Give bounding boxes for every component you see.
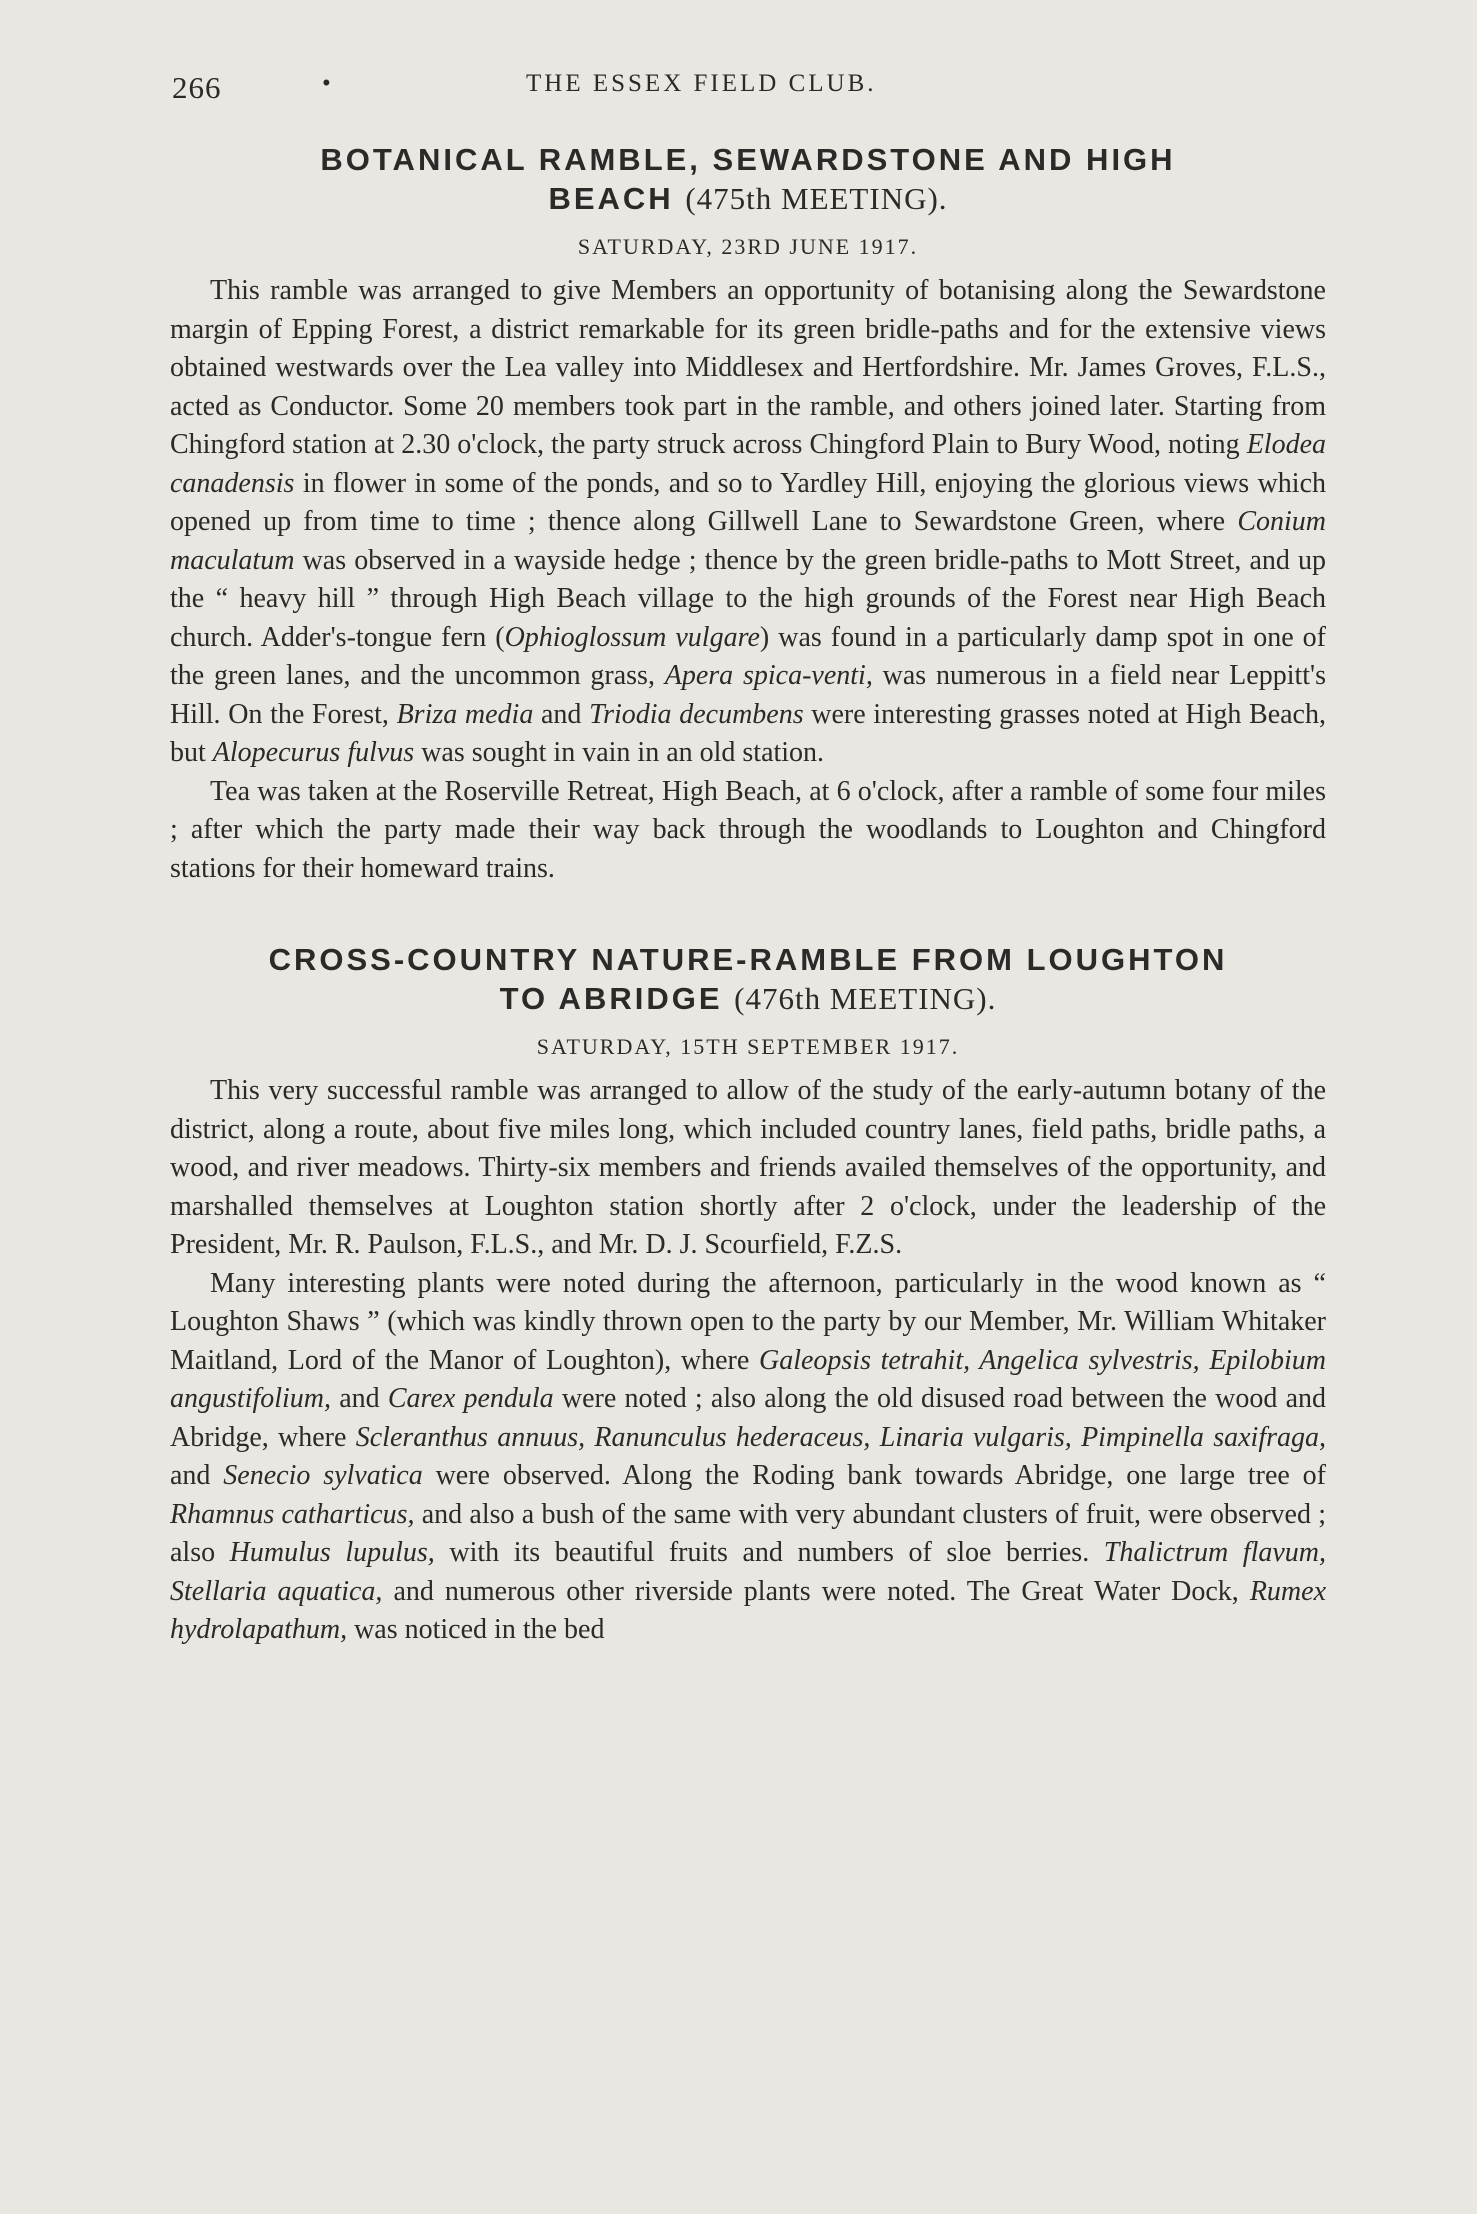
text-run: in flower in some of the ponds, and so to Yardley Hill, enjoying the glorious views which opened up from time to time ; thence along Gillwell Lane to Sewardstone Green, where bbox=[170, 467, 1326, 537]
article-heading bbox=[170, 140, 1326, 218]
paragraph bbox=[170, 773, 1326, 889]
section-gap bbox=[170, 888, 1326, 940]
text-run: and numerous other riverside plants were noted. The Great Water Dock, bbox=[382, 1575, 1250, 1607]
text-run: and bbox=[170, 1460, 224, 1491]
species-name: Humulus lupulus, bbox=[229, 1537, 435, 1568]
header-separator: • bbox=[322, 70, 334, 97]
text-run: ) was found in a particularly damp spot in one of the green lanes, and the uncommon grass, bbox=[170, 621, 1326, 691]
page-body bbox=[170, 140, 1326, 1650]
species-name: Triodia decumbens bbox=[589, 698, 804, 730]
text-run: This very successful ramble was arranged to allow of the study of the early-autumn botany of the district, along a route, about five miles long, which included country lanes, field paths, bridle paths, a wood, and river meadows. Thirty-six members and friends availed themselves of the opportunity, and marshalled themselves at Loughton station shortly after 2 o'clock, under the leadership of the President, Mr. R. Paulson, F.L.S., and Mr. D. J. Scourfield, F.Z.S. bbox=[170, 1075, 1326, 1260]
paragraph bbox=[170, 1072, 1326, 1265]
heading-line: CROSS-COUNTRY NATURE-RAMBLE FROM LOUGHTON bbox=[268, 942, 1228, 977]
species-name: Briza media bbox=[396, 698, 534, 730]
article-botanical-ramble bbox=[170, 140, 1326, 888]
heading-line: TO ABRIDGE bbox=[499, 981, 723, 1016]
species-name: Ophioglossum vulgare bbox=[504, 621, 760, 653]
text-run: were observed. Along the Roding bank towards Abridge, one large tree of bbox=[422, 1460, 1326, 1491]
article-cross-country-ramble bbox=[170, 940, 1326, 1650]
text-run: Tea was taken at the Roserville Retreat, High Beach, at 6 o'clock, after a ramble of some four miles ; after which the party made their way back through the woodlands to Loughton and Chingford stations for their homeward trains. bbox=[170, 775, 1326, 884]
species-name: Thalictrum flavum, Stellaria aquatica, bbox=[170, 1537, 1326, 1607]
species-name: Elodea canadensis bbox=[170, 429, 1326, 499]
meeting-number: (475th MEETING). bbox=[685, 181, 948, 216]
text-run: This ramble was arranged to give Members an opportunity of botanising along the Sewardstone margin of Epping Forest, a district remarkable for its green bridle-paths and for the extensive views obtained westwards over the Lea valley into Middlesex and Hertfordshire. Mr. James Groves, F.L.S., acted as Conductor. Some 20 members took part in the ramble, and others joined later. Starting from Chingford station at 2.30 o'clock, the party struck across Chingford Plain to Bury Wood, noting bbox=[170, 275, 1326, 460]
species-name: Rhamnus catharticus, bbox=[170, 1498, 415, 1530]
text-run: was sought in vain in an old station. bbox=[414, 737, 825, 768]
text-run: Many interesting plants were noted during the afternoon, particularly in the wood known as “ Loughton Shaws ” (which was kindly thrown open to the party by our Member, Mr. William Whitaker Maitland, Lord of the Manor of Loughton), where bbox=[170, 1267, 1326, 1376]
text-run: was noticed in the bed bbox=[347, 1614, 605, 1645]
species-name: Rumex hydrolapathum, bbox=[170, 1575, 1326, 1645]
species-name: Conium maculatum bbox=[170, 506, 1326, 576]
heading-line: BOTANICAL RAMBLE, SEWARDSTONE AND HIGH bbox=[320, 142, 1176, 177]
species-name: Galeopsis tetrahit, Angelica sylvestris, Epilobium angustifolium, bbox=[170, 1344, 1326, 1414]
species-name: Apera spica-venti, bbox=[664, 660, 873, 691]
text-run: were noted ; also along the old disused road between the wood and Abridge, where bbox=[170, 1383, 1326, 1453]
running-title: THE ESSEX FIELD CLUB. bbox=[526, 70, 877, 97]
species-name: Alopecurus fulvus bbox=[212, 737, 415, 768]
heading-line: BEACH bbox=[548, 181, 674, 216]
text-run: were interesting grasses noted at High Beach, but bbox=[170, 698, 1326, 768]
text-run: was observed in a wayside hedge ; thence by the green bridle-paths to Mott Street, and up the “ heavy hill ” through High Beach village to the high grounds of the Forest near High Beach church. Adder's-tongue fern ( bbox=[170, 544, 1326, 653]
paragraph bbox=[170, 272, 1326, 773]
paragraph bbox=[170, 1265, 1326, 1650]
page-number: 266 bbox=[172, 70, 222, 105]
text-run: with its beautiful fruits and numbers of sloe berries. bbox=[434, 1537, 1104, 1568]
text-run: and also a bush of the same with very abundant clusters of fruit, were observed ; also bbox=[170, 1498, 1326, 1568]
text-run: and bbox=[533, 698, 590, 730]
meeting-date: SATURDAY, 23RD JUNE 1917. bbox=[577, 234, 919, 259]
species-name: Senecio sylvatica bbox=[223, 1460, 423, 1491]
meeting-number: (476th MEETING). bbox=[734, 981, 997, 1016]
species-name: Carex pendula bbox=[387, 1383, 554, 1414]
text-run: and bbox=[331, 1383, 388, 1414]
meeting-date: SATURDAY, 15TH SEPTEMBER 1917. bbox=[536, 1034, 960, 1059]
running-head bbox=[172, 70, 1322, 110]
species-name: Scleranthus annuus, Ranunculus hederaceus, Linaria vulgaris, Pimpinella saxifraga, bbox=[355, 1421, 1326, 1453]
text-run: was numerous in a field near Leppitt's Hill. On the Forest, bbox=[170, 660, 1326, 730]
article-heading bbox=[170, 940, 1326, 1018]
